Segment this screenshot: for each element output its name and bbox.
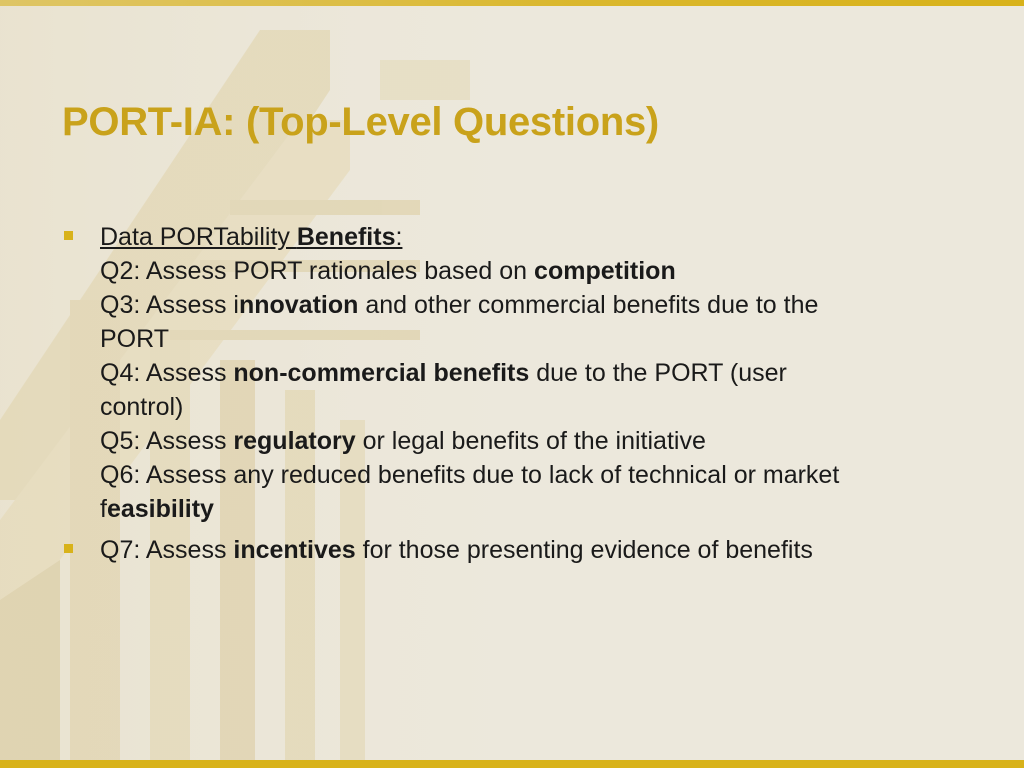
benefits-heading: Data PORTability Benefits: (100, 223, 403, 251)
question-q2: Q2: Assess PORT rationales based on competition (100, 257, 676, 285)
slide-title: PORT-IA: (Top-Level Questions) (62, 100, 659, 144)
square-bullet-icon (64, 544, 73, 553)
bullet-list (62, 220, 962, 567)
question-q5: Q5: Assess regulatory or legal benefits of the initiative (100, 427, 706, 455)
question-q4: Q4: Assess non-commercial benefits due to the PORT (user (100, 359, 787, 387)
list-item (62, 533, 962, 567)
question-q4-continued: control) (100, 393, 184, 421)
question-q6: Q6: Assess any reduced benefits due to lack of technical or market (100, 461, 840, 489)
list-item (62, 220, 962, 526)
question-q3-continued: PORT (100, 325, 169, 353)
question-q3: Q3: Assess innovation and other commercial benefits due to the (100, 291, 819, 319)
question-q7: Q7: Assess incentives for those presenting evidence of benefits (100, 536, 813, 564)
square-bullet-icon (64, 231, 73, 240)
question-q6-continued: feasibility (100, 495, 214, 523)
bottom-accent-rule (0, 760, 1024, 768)
